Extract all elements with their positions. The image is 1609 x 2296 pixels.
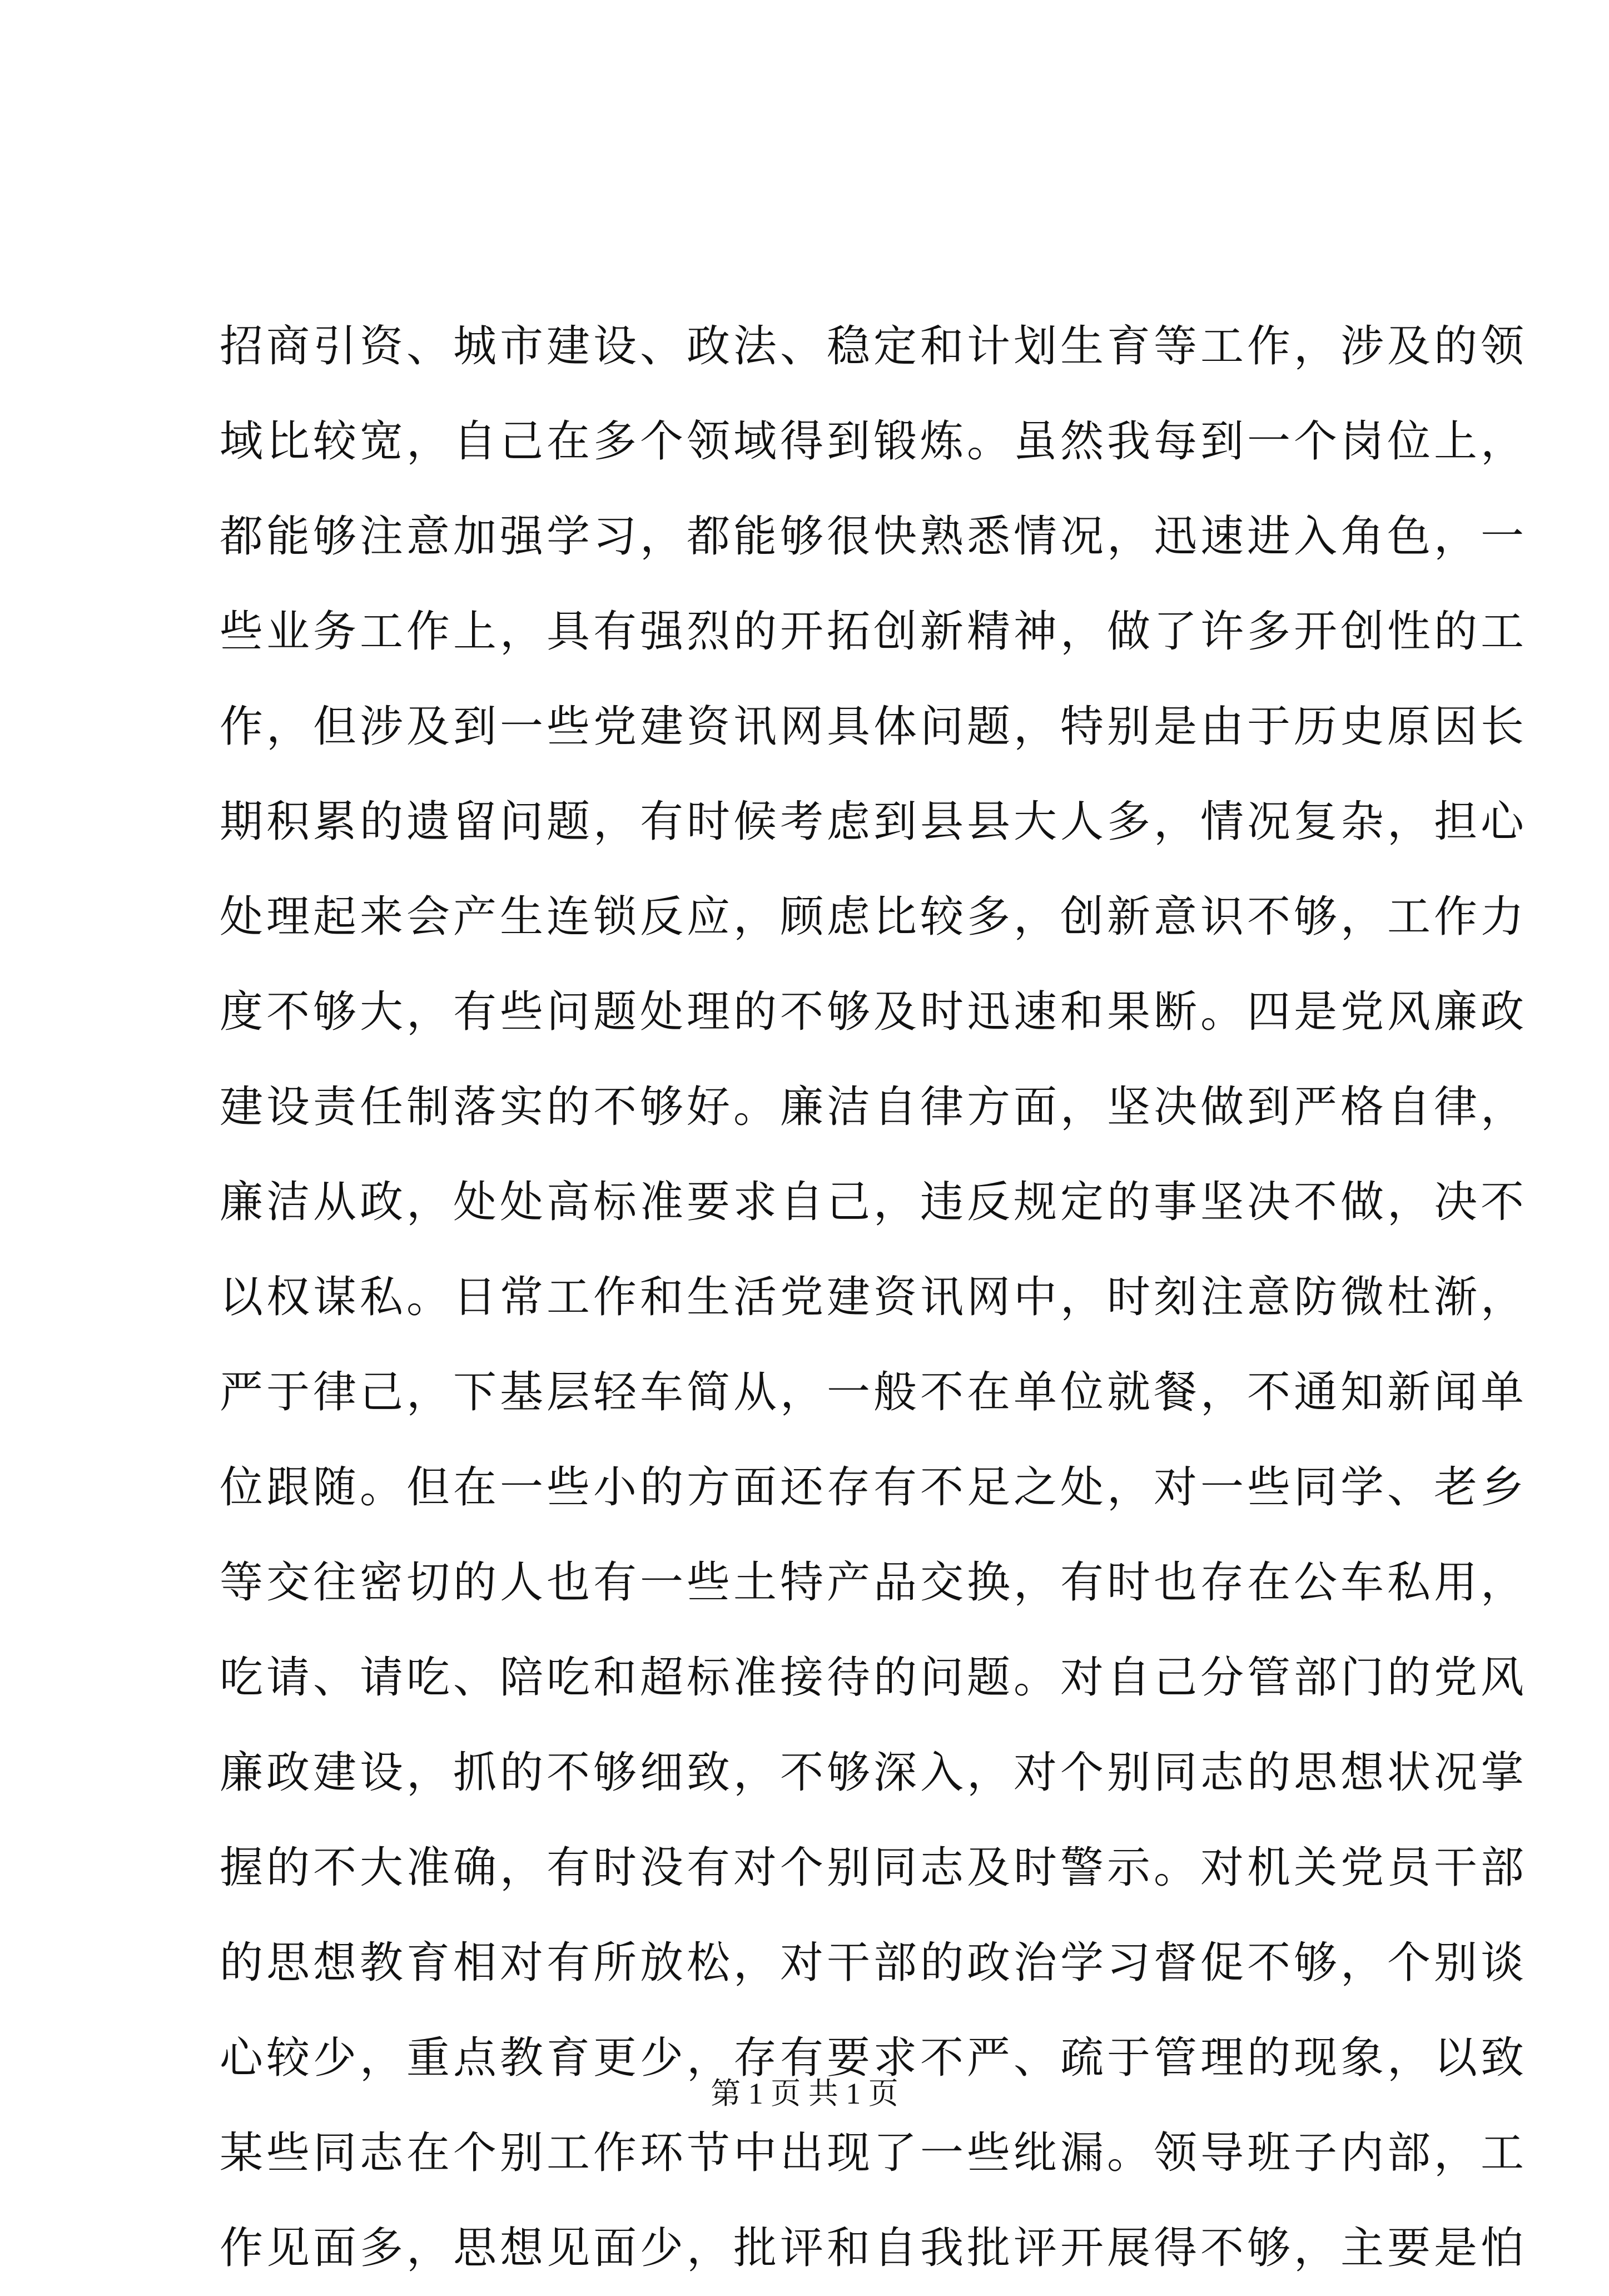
body-text [220, 299, 1528, 2296]
text-line: 建设责任制落实的不够好。廉洁自律方面，坚决做到严格自律， [220, 1082, 1528, 1132]
page-number-footer: 第 1 页 共 1 页 [711, 2077, 898, 2110]
text-line: 等交往密切的人也有一些土特产品交换，有时也存在公车私用， [220, 1558, 1528, 1608]
text-line: 廉洁从政，处处高标准要求自己，违反规定的事坚决不做，决不 [220, 1177, 1528, 1227]
text-line: 处理起来会产生连锁反应，顾虑比较多，创新意识不够，工作力 [220, 892, 1528, 942]
text-line: 度不够大，有些问题处理的不够及时迅速和果断。四是党风廉政 [220, 987, 1528, 1037]
text-line: 都能够注意加强学习，都能够很快熟悉情况，迅速进入角色，一 [220, 512, 1528, 562]
text-line: 些业务工作上，具有强烈的开拓创新精神，做了许多开创性的工 [220, 607, 1528, 657]
text-line: 以权谋私。日常工作和生活党建资讯网中，时刻注意防微杜渐， [220, 1272, 1528, 1322]
text-line: 握的不大准确，有时没有对个别同志及时警示。对机关党员干部 [220, 1843, 1528, 1893]
text-line: 位跟随。但在一些小的方面还存有不足之处，对一些同学、老乡 [220, 1462, 1528, 1513]
text-line: 的思想教育相对有所放松，对干部的政治学习督促不够，个别谈 [220, 1938, 1528, 1988]
text-line: 作，但涉及到一些党建资讯网具体问题，特别是由于历史原因长 [220, 702, 1528, 752]
text-line: 作见面多，思想见面少，批评和自我批评开展得不够，主要是怕 [220, 2223, 1528, 2273]
text-line: 期积累的遗留问题，有时候考虑到县县大人多，情况复杂，担心 [220, 797, 1528, 847]
text-line: 域比较宽，自己在多个领域得到锻炼。虽然我每到一个岗位上， [220, 416, 1528, 467]
text-line: 招商引资、城市建设、政法、稳定和计划生育等工作，涉及的领 [220, 321, 1528, 371]
text-line: 严于律己，下基层轻车简从，一般不在单位就餐，不通知新闻单 [220, 1367, 1528, 1417]
text-line: 廉政建设，抓的不够细致，不够深入，对个别同志的思想状况掌 [220, 1748, 1528, 1798]
text-line: 吃请、请吃、陪吃和超标准接待的问题。对自己分管部门的党风 [220, 1653, 1528, 1703]
text-line: 心较少，重点教育更少，存有要求不严、疏于管理的现象，以致 [220, 2033, 1528, 2083]
text-line: 某些同志在个别工作环节中出现了一些纰漏。领导班子内部，工 [220, 2128, 1528, 2178]
